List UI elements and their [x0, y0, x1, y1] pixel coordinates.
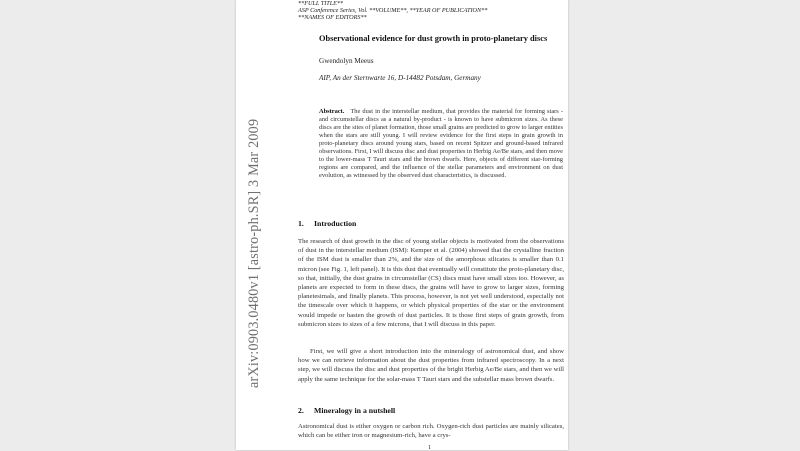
paper-affiliation: AIP, An der Sternwarte 16, D-14482 Potsdam, Germany: [319, 74, 481, 82]
introduction-paragraph-1: The research of dust growth in the disc of young stellar objects is motivated from the observations of dust in the interstellar medium (ISM): Kemper et al. (2004) showed that the crystalline fraction of the ISM dust is smaller than 2%, and the size of the amorphous silicates is smaller than 0.1 micron (see Fig. 1, left panel). It is this dust that eventually will constitute the proto-planetary disc, so that, initially, the dust grains in circumstellar (CS) discs must have small sizes too. However, as planets are expected to form in these discs, the grains will have to grow to larger sizes, forming planetesimals, and finally planets. This process, however, is not yet well understood, especially not the timescale over which it happens, or which physical properties of the star or the environment would impede or hasten the growth of dust particles. It is those first steps of grain growth, from submicron sizes to sizes of a few microns, that I will discuss in this paper.: [298, 238, 564, 328]
section-heading-mineralogy: [298, 406, 395, 415]
section-heading-introduction: [298, 219, 356, 228]
arxiv-identifier-stamp: arXiv:0903.0480v1 [astro-ph.SR] 3 Mar 2009: [246, 118, 262, 388]
header-conference-series: ASP Conference Series, Vol. **VOLUME**, **YEAR OF PUBLICATION**: [298, 7, 488, 14]
header-editors: **NAMES OF EDITORS**: [298, 14, 367, 21]
abstract-label: Abstract.: [319, 108, 345, 115]
paper-title: Observational evidence for dust growth in proto-planetary discs: [319, 34, 548, 43]
page-number: 1: [428, 444, 432, 451]
mineralogy-paragraph-1: Astronomical dust is either oxygen or carbon rich. Oxygen-rich dust particles are mainly silicates, which can be either iron or magnesium-rich, have a crys-: [298, 423, 564, 440]
section-title: Mineralogy in a nutshell: [314, 406, 396, 415]
paper-author: Gwendolyn Meeus: [319, 57, 374, 65]
introduction-paragraph-2: First, we will give a short introduction into the mineralogy of astronomical dust, and show how we can retrieve information about the dust properties from infrared spectroscopy. In a next step, we will discuss the disc and dust properties of the bright Herbig Ae/Be stars, and then we will apply the same technique for the solar-mass T Tauri stars and the substellar mass brown dwarfs.: [298, 348, 564, 383]
section-number: 2.: [298, 406, 304, 415]
abstract: [319, 108, 563, 180]
abstract-text: The dust in the interstellar medium, that provides the material for forming stars - and circumstellar discs as a natural by-product - is known to have submicron sizes. As these discs are the sites of planet formation, those small grains are predicted to grow to larger entities when the stars are still young. I will review evidence for the first steps in grain growth in proto-planetary discs around young stars, based on recent Spitzer and ground-based infrared observations. First, I will discuss disc and dust properties in Herbig Ae/Be stars, and then move to the lower-mass T Tauri stars and the brown dwarfs. Here, objects of different star-forming regions are compared, and the influence of the stellar parameters and environment on dust evolution, as witnessed by the observed dust characteristics, is discussed.: [319, 108, 563, 180]
header-full-title: **FULL TITLE**: [298, 0, 344, 7]
section-number: 1.: [298, 219, 304, 228]
section-title: Introduction: [314, 219, 357, 228]
